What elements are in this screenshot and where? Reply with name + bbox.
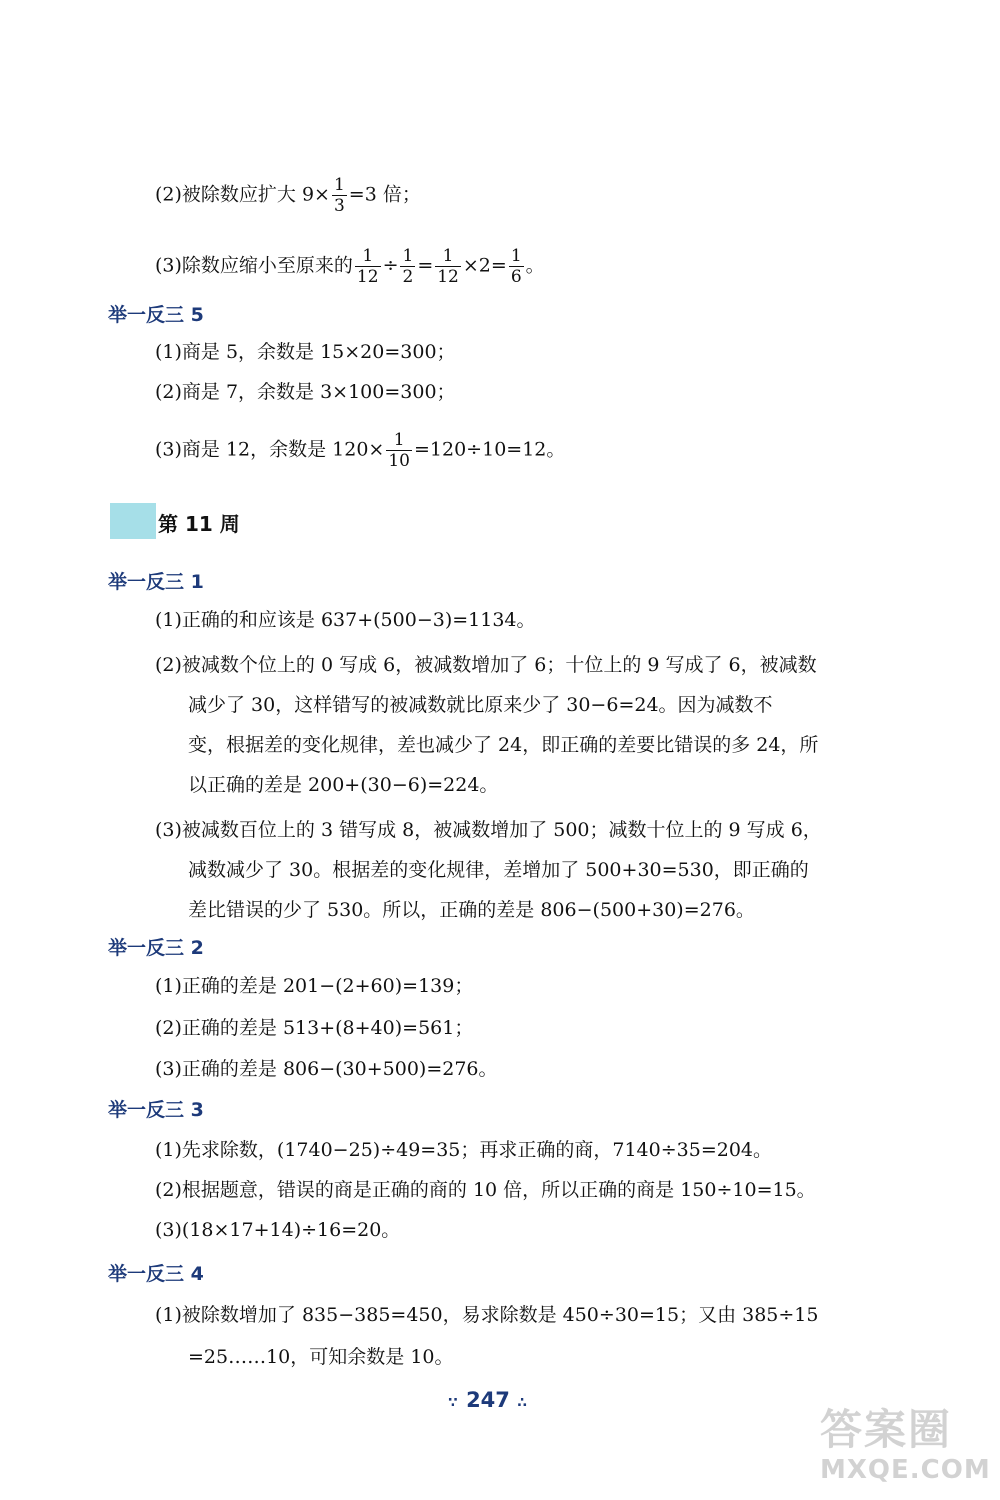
denominator: 6 [510, 267, 522, 287]
answer-text: 。 [525, 254, 545, 277]
watermark-line1: 答案圈 [820, 1405, 953, 1454]
page-number [448, 1388, 528, 1412]
operator: = [417, 254, 434, 277]
answer-line: (1)先求除数，(1740−25)÷49=35；再求正确的商，7140÷35=204。 [155, 1139, 773, 1161]
watermark-line2: MXQE.COM [820, 1455, 991, 1485]
operator: ÷ [382, 254, 399, 277]
exercise-heading: 举一反三 3 [108, 1099, 204, 1121]
answer-line: (1)被除数增加了 835−385=450，易求除数是 450÷30=15；又由 385÷15 [155, 1304, 819, 1326]
watermark-logo [820, 1405, 995, 1495]
answer-line: 减数减少了 30。根据差的变化规律，差增加了 500+30=530，即正确的 [188, 859, 809, 881]
fraction [509, 246, 524, 287]
answer-text: =120÷10=12。 [414, 438, 566, 461]
denominator: 12 [437, 267, 459, 287]
answer-line: (1)商是 5，余数是 15×20=300； [155, 341, 456, 363]
operator: ×2= [462, 254, 507, 277]
answer-text: (3)商是 12，余数是 120× [155, 438, 385, 461]
dots-left-icon: ∵ [448, 1395, 459, 1411]
denominator: 3 [333, 196, 345, 216]
fraction [400, 246, 415, 287]
week-title: 第 11 周 [158, 512, 240, 536]
answer-line: (3)(18×17+14)÷16=20。 [155, 1219, 401, 1241]
numerator: 1 [402, 246, 414, 266]
numerator: 1 [386, 430, 412, 451]
exercise-heading: 举一反三 2 [108, 937, 204, 959]
denominator: 2 [402, 267, 414, 287]
numerator: 1 [510, 246, 522, 266]
fraction [435, 246, 461, 287]
answer-line: 差比错误的少了 530。所以，正确的差是 806−(500+30)=276。 [188, 899, 755, 921]
numerator: 1 [333, 175, 345, 195]
answer-line [155, 430, 565, 471]
answer-line: (1)正确的和应该是 637+(500−3)=1134。 [155, 609, 536, 631]
answer-text: (2)被除数应扩大 9× [155, 183, 330, 206]
denominator: 10 [388, 451, 410, 471]
exercise-heading: 举一反三 4 [108, 1263, 204, 1285]
answer-line: 变，根据差的变化规律，差也减少了 24，即正确的差要比错误的多 24，所 [188, 734, 819, 756]
page-number-value: 247 [466, 1388, 510, 1412]
denominator: 12 [356, 267, 379, 287]
answer-line: (2)商是 7，余数是 3×100=300； [155, 381, 456, 403]
answer-line: (1)正确的差是 201−(2+60)=139； [155, 975, 474, 997]
answer-line: =25……10，可知余数是 10。 [188, 1346, 454, 1368]
answer-line [155, 175, 421, 216]
answer-line: 以正确的差是 200+(30−6)=224。 [188, 774, 499, 796]
answer-line: 减少了 30，这样错写的被减数就比原来少了 30−6=24。因为减数不 [188, 694, 773, 716]
answer-text: (3)除数应缩小至原来的 [155, 254, 353, 277]
fraction [355, 246, 381, 287]
answer-line: (3)被减数百位上的 3 错写成 8，被减数增加了 500；减数十位上的 9 写成 6， [155, 819, 822, 841]
fraction [332, 175, 347, 216]
numerator: 1 [355, 246, 381, 267]
answer-line: (2)正确的差是 513+(8+40)=561； [155, 1017, 474, 1039]
week-banner-block [110, 503, 156, 539]
answer-line: (3)正确的差是 806−(30+500)=276。 [155, 1058, 498, 1080]
dots-right-icon: ∴ [517, 1395, 528, 1411]
answer-text: =3 倍； [348, 183, 421, 206]
exercise-heading: 举一反三 1 [108, 571, 204, 593]
answer-line: (2)根据题意，错误的商是正确的商的 10 倍，所以正确的商是 150÷10=15。 [155, 1179, 816, 1201]
numerator: 1 [435, 246, 461, 267]
fraction [386, 430, 412, 471]
exercise-heading: 举一反三 5 [108, 304, 204, 326]
answer-line [155, 246, 545, 287]
answer-line: (2)被减数个位上的 0 写成 6，被减数增加了 6；十位上的 9 写成了 6，被减数 [155, 654, 817, 676]
